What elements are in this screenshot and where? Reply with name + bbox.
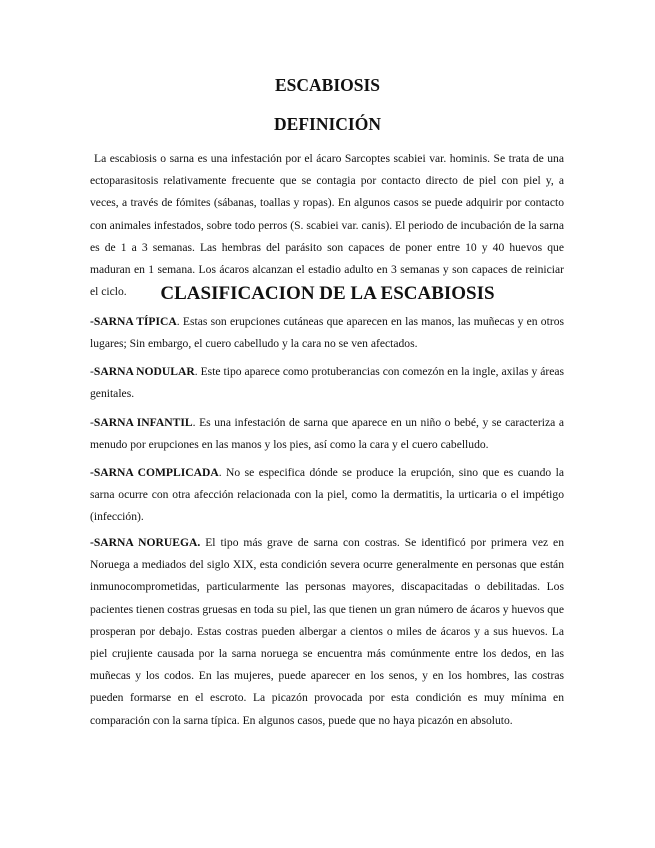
type-term: SARNA NODULAR (93, 365, 195, 378)
type-paragraph-tipica (90, 311, 564, 355)
type-paragraph-nodular (90, 361, 564, 405)
classification-heading: CLASIFICACION DE LA ESCABIOSIS (160, 283, 495, 304)
type-description: . Este tipo aparece como protuberancias con comezón en la ingle, axilas y áreas genitales. (90, 365, 565, 401)
type-term: -SARNA COMPLICADA (90, 466, 219, 479)
type-paragraph-noruega (90, 532, 564, 732)
type-description: El tipo más grave de sarna con costras. Se identificó por primera vez en Noruega a mediados del siglo XIX, esta condición severa ocurre generalmente en personas que están inmunocomprometidas, particularmente las personas mayores, discapacitadas o debilitadas. Los pacientes tienen costras gruesas en toda su piel, las que tienen un gran número de ácaros y huevos que prosperan por debajo. Estas costras pueden albergar a cientos o miles de ácaros y a sus huevos. La piel crujiente causada por la sarna noruega se encuentra más comúnmente entre los dedos, en las muñecas y los codos. En las mujeres, puede aparecer en los senos, y en los hombres, las costras pueden formarse en el escroto. La picazón provocada por esta condición es muy mínima en comparación con la sarna típica. En algunos casos, puede que no haya picazón en absoluto. (90, 536, 564, 727)
type-prefix: - (90, 365, 94, 378)
type-paragraph-infantil (90, 412, 564, 456)
document-title: ESCABIOSIS (274, 75, 381, 95)
type-prefix: - (90, 416, 94, 429)
definition-heading: DEFINICIÓN (274, 114, 381, 134)
definition-paragraph: La escabiosis o sarna es una infestación por el ácaro Sarcoptes scabiei var. hominis. Se trata de una ectoparasitosis relativamente frecuente que se contagia por contacto directo de piel con piel y, a veces, a través de fómites (sábanas, toallas y ropas). En algunos casos se puede adquirir por contacto con animales infestados, sobre todo perros (S. scabiei var. canis). El periodo de incubación de la sarna es de 1 a 3 semanas. Las hembras del parásito son capaces de poner entre 10 y 40 huevos que maduran en 1 semana. Los ácaros alcanzan el estadio adulto en 3 semanas y son capaces de reiniciar el ciclo. (90, 152, 564, 299)
type-description: . Estas son erupciones cutáneas que aparecen en las manos, las muñecas y en otros lugares; Sin embargo, el cuero cabelludo y la cara no se ven afectados. (90, 315, 564, 351)
type-term: -SARNA NORUEGA. (90, 536, 201, 549)
type-paragraph-complicada (90, 462, 564, 529)
type-term: -SARNA TÍPICA (90, 315, 177, 328)
type-description: . Es una infestación de sarna que aparece en un niño o bebé, y se caracteriza a menudo por erupciones en las manos y los pies, así como la cara y el cuero cabelludo. (90, 416, 564, 452)
type-term: SARNA INFANTIL (93, 416, 193, 429)
type-description: . No se especifica dónde se produce la erupción, sino que es cuando la sarna ocurre con otra afección relacionada con la piel, como la dermatitis, la urticaria o el impétigo (infección). (90, 466, 564, 524)
